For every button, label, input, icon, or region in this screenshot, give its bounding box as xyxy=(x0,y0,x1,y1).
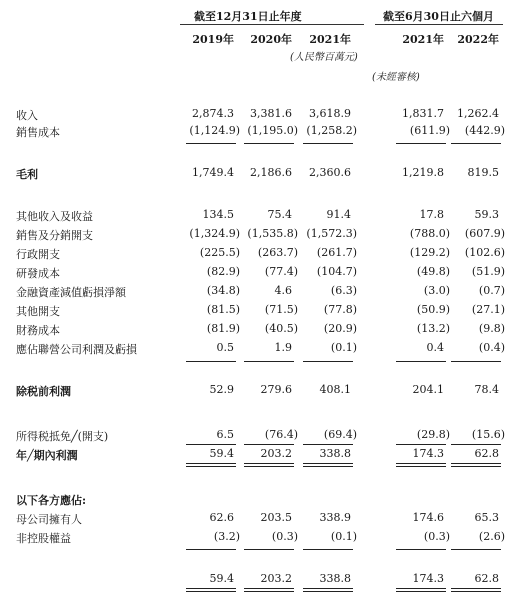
value-cell: (1,535.8) xyxy=(247,227,298,240)
subtotal-rule xyxy=(186,361,236,362)
value-cell: (261.7) xyxy=(316,246,357,259)
unaudited-note: (未經審核) xyxy=(372,72,420,83)
subtotal-rule xyxy=(451,549,501,550)
row-label: 金融資產減值虧損淨額 xyxy=(16,286,126,299)
value-cell: 1.9 xyxy=(274,341,292,354)
row-label: 除税前利潤 xyxy=(16,385,71,398)
value-cell: 78.4 xyxy=(474,383,499,396)
value-cell: (1,124.9) xyxy=(189,124,240,137)
value-cell: 2,360.6 xyxy=(309,166,351,179)
value-cell: 338.9 xyxy=(319,511,351,524)
value-cell: (0.1) xyxy=(330,530,357,543)
total-double-rule xyxy=(303,588,353,592)
value-cell: (29.8) xyxy=(416,428,450,441)
subtotal-rule xyxy=(396,444,446,445)
value-cell: 4.6 xyxy=(274,284,292,297)
value-cell: 819.5 xyxy=(467,166,499,179)
value-cell: (0.3) xyxy=(271,530,298,543)
row-label: 研發成本 xyxy=(16,267,60,280)
value-cell: 174.3 xyxy=(412,447,444,460)
value-cell: 174.3 xyxy=(412,572,444,585)
total-double-rule xyxy=(451,588,501,592)
value-cell: (20.9) xyxy=(323,322,357,335)
value-cell: 52.9 xyxy=(209,383,234,396)
total-double-rule xyxy=(396,588,446,592)
value-cell: 1,831.7 xyxy=(402,107,444,120)
row-label: 其他收入及收益 xyxy=(16,210,93,223)
total-double-rule xyxy=(244,588,294,592)
value-cell: (788.0) xyxy=(409,227,450,240)
value-cell: (0.3) xyxy=(423,530,450,543)
value-cell: 2,874.3 xyxy=(192,107,234,120)
subtotal-rule xyxy=(396,361,446,362)
section-label: 以下各方應佔: xyxy=(16,494,87,507)
value-cell: 59.3 xyxy=(474,208,499,221)
value-cell: (1,258.2) xyxy=(306,124,357,137)
row-label: 所得税抵免╱(開支) xyxy=(16,430,109,443)
value-cell: (71.5) xyxy=(264,303,298,316)
value-cell: (15.6) xyxy=(471,428,505,441)
value-cell: (6.3) xyxy=(330,284,357,297)
year-header: 2022年 xyxy=(457,33,499,46)
value-cell: 1,262.4 xyxy=(457,107,499,120)
subtotal-rule xyxy=(451,444,501,445)
subtotal-rule xyxy=(303,143,353,144)
value-cell: (82.9) xyxy=(206,265,240,278)
value-cell: (49.8) xyxy=(416,265,450,278)
value-cell: (40.5) xyxy=(264,322,298,335)
subtotal-rule xyxy=(451,361,501,362)
value-cell: (442.9) xyxy=(464,124,505,137)
group-header-year-ended: 截至12月31日止年度 xyxy=(194,10,302,23)
value-cell: 174.6 xyxy=(412,511,444,524)
row-label: 年╱期內利潤 xyxy=(16,449,78,462)
value-cell: 0.4 xyxy=(426,341,444,354)
value-cell: 3,618.9 xyxy=(309,107,351,120)
value-cell: 279.6 xyxy=(260,383,292,396)
subtotal-rule xyxy=(186,143,236,144)
subtotal-rule xyxy=(244,361,294,362)
row-label: 收入 xyxy=(16,109,38,122)
value-cell: (607.9) xyxy=(464,227,505,240)
year-header: 2021年 xyxy=(309,33,351,46)
row-label: 其他開支 xyxy=(16,305,60,318)
value-cell: 204.1 xyxy=(412,383,444,396)
group-header-underline xyxy=(180,24,364,25)
value-cell: (1,195.0) xyxy=(247,124,298,137)
value-cell: 203.2 xyxy=(260,447,292,460)
value-cell: (129.2) xyxy=(409,246,450,259)
value-cell: 6.5 xyxy=(216,428,234,441)
value-cell: 65.3 xyxy=(474,511,499,524)
row-label: 非控股權益 xyxy=(16,532,71,545)
total-double-rule xyxy=(396,463,446,467)
value-cell: (13.2) xyxy=(416,322,450,335)
value-cell: (69.4) xyxy=(323,428,357,441)
subtotal-rule xyxy=(244,444,294,445)
value-cell: (81.5) xyxy=(206,303,240,316)
value-cell: 338.8 xyxy=(319,447,351,460)
value-cell: 203.2 xyxy=(260,572,292,585)
value-cell: 1,749.4 xyxy=(192,166,234,179)
total-double-rule xyxy=(303,463,353,467)
value-cell: (27.1) xyxy=(471,303,505,316)
value-cell: 3,381.6 xyxy=(250,107,292,120)
group-header-underline xyxy=(375,24,503,25)
group-header-six-months: 截至6月30日止六個月 xyxy=(383,10,494,23)
value-cell: 408.1 xyxy=(319,383,351,396)
subtotal-rule xyxy=(244,549,294,550)
value-cell: 17.8 xyxy=(419,208,444,221)
value-cell: 62.6 xyxy=(209,511,234,524)
year-header: 2021年 xyxy=(402,33,444,46)
row-label: 母公司擁有人 xyxy=(16,513,82,526)
value-cell: 75.4 xyxy=(267,208,292,221)
year-header: 2020年 xyxy=(250,33,292,46)
total-double-rule xyxy=(451,463,501,467)
value-cell: 0.5 xyxy=(216,341,234,354)
value-cell: 1,219.8 xyxy=(402,166,444,179)
value-cell: 59.4 xyxy=(209,447,234,460)
value-cell: (104.7) xyxy=(316,265,357,278)
value-cell: (225.5) xyxy=(199,246,240,259)
subtotal-rule xyxy=(186,549,236,550)
value-cell: 91.4 xyxy=(326,208,351,221)
value-cell: (3.0) xyxy=(423,284,450,297)
row-label: 應佔聯營公司利潤及虧損 xyxy=(16,343,137,356)
value-cell: (2.6) xyxy=(478,530,505,543)
value-cell: (81.9) xyxy=(206,322,240,335)
row-label: 財務成本 xyxy=(16,324,60,337)
value-cell: 203.5 xyxy=(260,511,292,524)
value-cell: 134.5 xyxy=(202,208,234,221)
year-header: 2019年 xyxy=(192,33,234,46)
value-cell: 2,186.6 xyxy=(250,166,292,179)
total-double-rule xyxy=(244,463,294,467)
value-cell: (263.7) xyxy=(257,246,298,259)
total-double-rule xyxy=(186,588,236,592)
value-cell: (102.6) xyxy=(464,246,505,259)
row-label: 毛利 xyxy=(16,168,38,181)
value-cell: (1,324.9) xyxy=(189,227,240,240)
value-cell: (611.9) xyxy=(409,124,450,137)
value-cell: (0.1) xyxy=(330,341,357,354)
value-cell: (77.4) xyxy=(264,265,298,278)
row-label: 行政開支 xyxy=(16,248,60,261)
value-cell: (0.7) xyxy=(478,284,505,297)
value-cell: (9.8) xyxy=(478,322,505,335)
value-cell: (77.8) xyxy=(323,303,357,316)
value-cell: 62.8 xyxy=(474,447,499,460)
value-cell: 62.8 xyxy=(474,572,499,585)
value-cell: 338.8 xyxy=(319,572,351,585)
subtotal-rule xyxy=(303,444,353,445)
value-cell: (50.9) xyxy=(416,303,450,316)
value-cell: 59.4 xyxy=(209,572,234,585)
total-double-rule xyxy=(186,463,236,467)
value-cell: (51.9) xyxy=(471,265,505,278)
value-cell: (3.2) xyxy=(213,530,240,543)
unit-note: (人民幣百萬元) xyxy=(290,52,358,63)
value-cell: (0.4) xyxy=(478,341,505,354)
value-cell: (76.4) xyxy=(264,428,298,441)
subtotal-rule xyxy=(244,143,294,144)
value-cell: (34.8) xyxy=(206,284,240,297)
subtotal-rule xyxy=(451,143,501,144)
subtotal-rule xyxy=(303,361,353,362)
subtotal-rule xyxy=(396,143,446,144)
subtotal-rule xyxy=(396,549,446,550)
subtotal-rule xyxy=(186,444,236,445)
value-cell: (1,572.3) xyxy=(306,227,357,240)
row-label: 銷售成本 xyxy=(16,126,60,139)
subtotal-rule xyxy=(303,549,353,550)
row-label: 銷售及分銷開支 xyxy=(16,229,93,242)
